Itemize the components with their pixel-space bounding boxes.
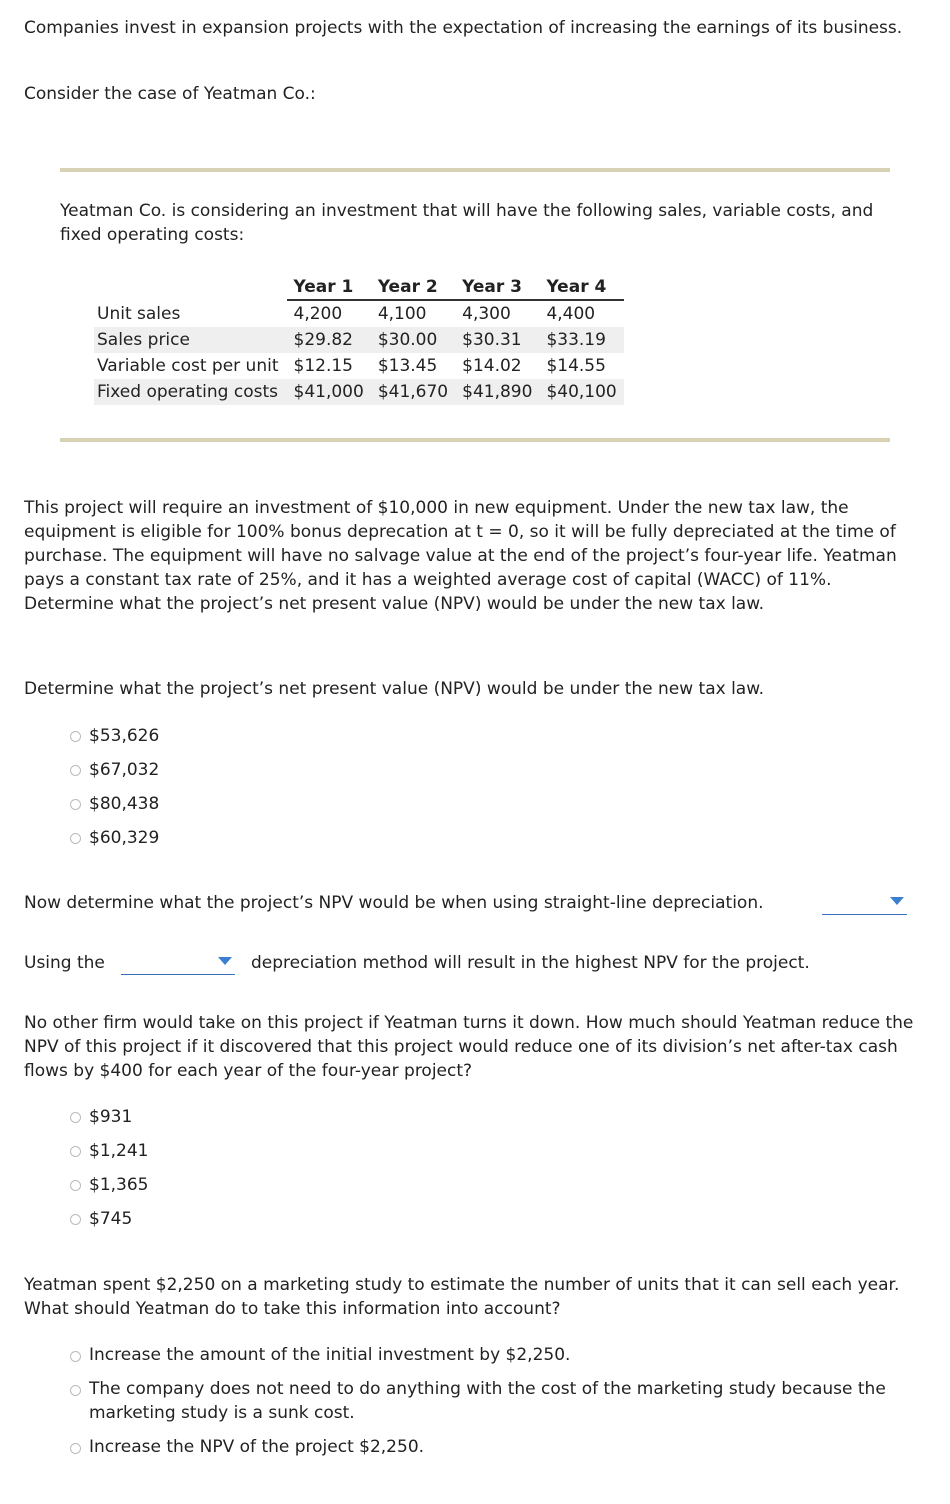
table-cell: 4,300 [462,304,511,324]
table-cell: $12.15 [293,356,353,376]
option-label: $67,032 [89,760,160,780]
radio-icon[interactable] [70,731,81,742]
table-header-year-2: Year 2 [371,274,455,300]
table-cell: $29.82 [287,327,371,353]
table-row-variable-cost [94,353,624,379]
case-description: Yeatman Co. is considering an investment that will have the following sales, variable costs, and fixed operating costs: [60,201,874,245]
marketing-option-1[interactable] [70,1338,910,1372]
question-method-prefix: Using the [24,953,105,973]
table-cell: 4,100 [377,304,427,324]
table-cell: $14.55 [546,356,606,376]
npv-option-1[interactable] [70,719,159,753]
npv-options [70,719,159,855]
table-cell: $13.45 [377,356,438,376]
table-cell: $40,100 [539,379,623,405]
table-header-row [94,274,624,300]
question-method-suffix: depreciation method will result in the highest NPV for the project. [251,953,810,973]
case-top-rule [60,168,890,172]
reduction-option-2[interactable] [70,1134,148,1168]
table-cell: $41,890 [455,379,539,405]
case-box [60,168,890,444]
option-label: Increase the NPV of the project $2,250. [89,1437,425,1457]
table-header-blank [94,274,287,300]
row-label: Fixed operating costs [94,379,287,405]
table-header-year-1: Year 1 [287,274,371,300]
cost-table [94,274,624,405]
table-row-fixed-costs [94,379,624,405]
radio-icon[interactable] [70,1214,81,1225]
project-paragraph: This project will require an investment of $10,000 in new equipment. Under the new tax law, the equipment is eligible for 100% bonus deprecation at t = 0, so it will be fully depreciated at the time of purchase. The equipment will have no salvage value at the end of the project’s four-year life. Yeatman pays a constant tax rate of 25%, and it has a weighted average cost of capital (WACC) of 11%. Determine what the project’s net present value (NPV) would be under the new tax law. [24,498,897,614]
radio-icon[interactable] [70,799,81,810]
question-straight-line: Now determine what the project’s NPV would be when using straight-line depreciation. [24,893,764,913]
consider-text: Consider the case of Yeatman Co.: [24,84,316,104]
row-label: Variable cost per unit [97,356,279,376]
option-label: $745 [89,1209,133,1229]
intro-text: Companies invest in expansion projects with the expectation of increasing the earnings of its business. [24,18,903,38]
radio-icon[interactable] [70,1180,81,1191]
option-label: Increase the amount of the initial investment by $2,250. [89,1345,571,1365]
row-label: Unit sales [97,303,181,324]
marketing-options [70,1338,910,1464]
radio-icon[interactable] [70,765,81,776]
radio-icon[interactable] [70,1385,81,1396]
table-cell: $30.00 [371,327,455,353]
question-npv-new-tax-law: Determine what the project’s net present value (NPV) would be under the new tax law. [24,679,764,699]
question-npv-reduction: No other firm would take on this project if Yeatman turns it down. How much should Yeatman reduce the NPV of this project if it discovered that this project would reduce one of its division’s net after-tax cash flows by $400 for each year of the four-year project? [24,1013,914,1081]
table-row-sales-price [94,327,624,353]
option-label: $60,329 [89,828,160,848]
reduction-option-1[interactable] [70,1100,148,1134]
table-cell: $41,670 [371,379,455,405]
table-header-year-4: Year 4 [539,274,623,300]
case-bottom-rule [60,438,890,442]
table-cell: 4,400 [546,304,596,324]
option-label: $931 [89,1107,133,1127]
table-cell: $41,000 [287,379,371,405]
radio-icon[interactable] [70,1443,81,1454]
marketing-option-2[interactable] [70,1372,910,1430]
option-label: $1,241 [89,1141,149,1161]
table-cell: $33.19 [539,327,623,353]
marketing-option-3[interactable] [70,1430,910,1464]
reduction-options [70,1100,148,1236]
option-label: $53,626 [89,726,160,746]
table-cell: $14.02 [462,356,522,376]
table-header-year-3: Year 3 [455,274,539,300]
depreciation-method-dropdown[interactable] [121,952,235,975]
option-label: The company does not need to do anything with the cost of the marketing study because the marketing study is a sunk cost. [89,1379,886,1423]
straight-line-npv-dropdown[interactable] [822,892,907,915]
npv-option-3[interactable] [70,787,159,821]
reduction-option-4[interactable] [70,1202,148,1236]
table-cell: 4,200 [293,304,343,324]
npv-option-4[interactable] [70,821,159,855]
radio-icon[interactable] [70,1112,81,1123]
radio-icon[interactable] [70,833,81,844]
question-marketing-study: Yeatman spent $2,250 on a marketing study to estimate the number of units that it can sell each year. What should Yeatman do to take this information into account? [24,1275,900,1319]
table-row-unit-sales [94,300,624,327]
chevron-down-icon [890,897,904,905]
npv-option-2[interactable] [70,753,159,787]
chevron-down-icon [218,957,232,965]
table-cell: $30.31 [455,327,539,353]
option-label: $80,438 [89,794,160,814]
row-label: Sales price [94,327,287,353]
option-label: $1,365 [89,1175,149,1195]
reduction-option-3[interactable] [70,1168,148,1202]
radio-icon[interactable] [70,1146,81,1157]
radio-icon[interactable] [70,1351,81,1362]
